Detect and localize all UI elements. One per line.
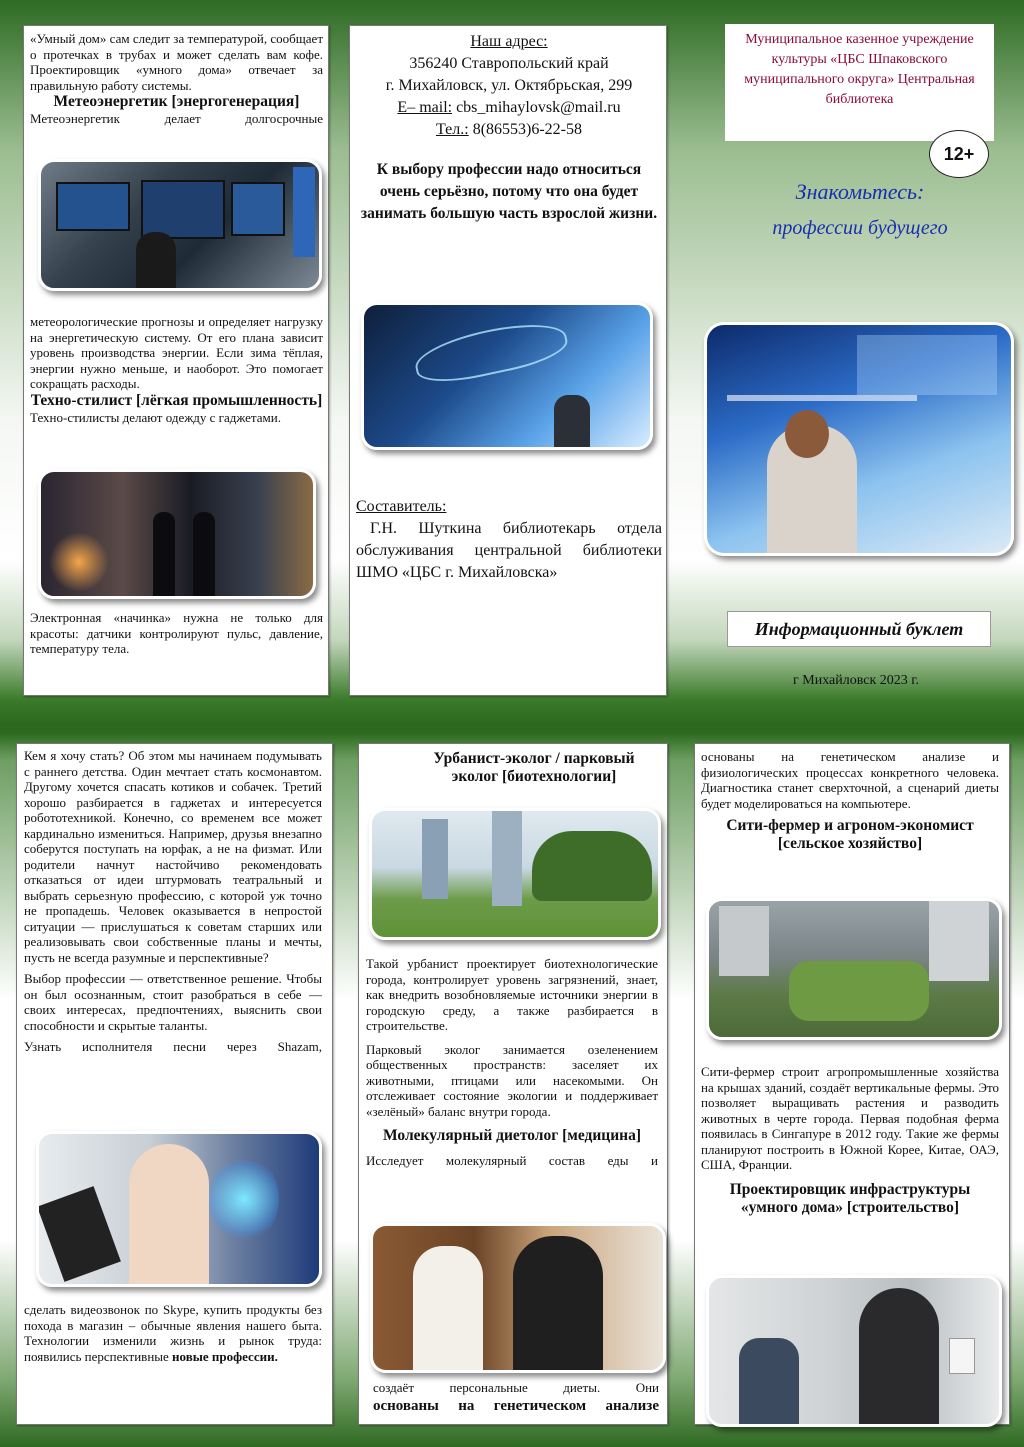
diet-text-c: основаны на генетическом анализе (373, 1397, 659, 1414)
diet-continued-text: основаны на генетическом анализе и физиологических процессах конкретного человека. Диагностика станет сверхточной, а сценарий диеты будет моделироваться на компьютере. (701, 749, 999, 811)
age-rating-badge: 12+ (929, 130, 989, 178)
shazam-text: Узнать исполнителя песни через Shazam, (24, 1039, 322, 1054)
meteo-heading: Метеоэнергетик [энергогенерация] (53, 93, 300, 110)
email-link[interactable]: cbs_mihaylovsk@mail.ru (456, 99, 621, 116)
meteo-control-room-image (38, 159, 322, 291)
smart-home-heading: Проектировщик инфраструктуры «умного дома» [строительство] (729, 1180, 971, 1216)
diet-text-a: Исследует молекулярный состав еды и (366, 1153, 658, 1168)
skype-paragraph: сделать видеозвонок по Skype, купить продукты без похода в магазин – обычные явления нашего быта. Технологии изменили жизнь и рынок труда: появились перспективные новые профессии. (24, 1302, 322, 1364)
p2-col2-panel (358, 743, 668, 1425)
phone-row: Тел.: 8(86553)6-22-58 (435, 121, 582, 138)
techno-text-b: Электронная «начинка» нужна не только для красоты: датчики контролируют пульс, давление, температуру тела. (30, 610, 323, 656)
dietologist-consultation-image (370, 1223, 666, 1373)
rooftop-farm-image (706, 898, 1002, 1040)
techno-heading: Техно-стилист [лёгкая промышленность] (30, 391, 323, 409)
cover-title-1: Знакомьтесь: (795, 179, 925, 204)
address-title: Наш адрес: (470, 33, 548, 50)
urban-heading: Урбанист-эколог / парковый эколог [биотехнологии] (433, 750, 635, 785)
address-line-2: г. Михайловск, ул. Октябрьская, 299 (385, 77, 633, 94)
hologram-aircraft-image (361, 302, 653, 450)
org-box (725, 24, 994, 141)
smart-home-intro: «Умный дом» сам следит за температурой, сообщает о протечках в трубах и может сделать вам кофе. Проектировщик «умного дома» отвечает за правильную работу системы. (30, 31, 323, 93)
choice-paragraph: Выбор профессии — ответственное решение. Чтобы он был осознанным, стоит разобраться в себе — своих интересах, предпочтениях, выяснить свои способности и скрытые таланты. (24, 971, 322, 1033)
p1-col2-panel (349, 25, 667, 696)
new-professions-emphasis: новые профессии. (172, 1348, 278, 1364)
smart-home-man-image (706, 1275, 1002, 1427)
woman-tablet-hologram-image (36, 1131, 322, 1287)
p2-col3-panel (694, 743, 1010, 1425)
address-line-1: 356240 Ставропольский край (409, 55, 609, 72)
city-year: г Михайловск 2023 г. (793, 673, 919, 688)
p2-col1-panel (16, 743, 333, 1425)
urban-text: Такой урбанист проектирует биотехнологические города, контролирует уровень загрязнений, знает, как внедрить возобновляемые источники энергии в городскую среду, а также разбирается в строительстве. (366, 956, 658, 1033)
career-quote: К выбору профессии надо относиться очень серьёзно, потому что она будет занимать большую часть взрослой жизни. (360, 161, 658, 222)
diet-text-b: создаёт персональные диеты. Они (373, 1380, 659, 1395)
city-farmer-text: Сити-фермер строит агропромышленные хозяйства на крышах зданий, создаёт вертикальные фермы. Это позволяет выращивать растения и разводить животных в черте города. Первая подобная ферма появилась в Сингапуре в 2012 году. Такие же фермы планируют построить в Южной Корее, Китае, ОАЭ, США, Франции. (701, 1064, 999, 1172)
city-park-image (369, 808, 661, 940)
email-row: E– mail: cbs_mihaylovsk@mail.ru (397, 99, 621, 116)
business-handshake-image (38, 469, 316, 599)
meteo-text-b: метеорологические прогнозы и определяет нагрузку на энергетическую систему. От его плана зависит уровень производства энергии. Если зима тёплая, энергии нужно меньше, и наоборот. Это помогает сокращать расходы. (30, 314, 323, 391)
booklet-label: Информационный буклет (727, 611, 991, 647)
techno-text-a: Техно-стилисты делают одежду с гаджетами. (30, 409, 281, 425)
woman-hologram-interface-image (704, 322, 1014, 556)
meteo-text-a: Метеоэнергетик делает долгосрочные (30, 111, 323, 126)
compiler-text: Г.Н. Шуткина библиотекарь отдела обслуживания центральной библиотеки ШМО «ЦБС г. Михайловска» (356, 520, 662, 581)
park-text: Парковый эколог занимается озеленением общественных пространств: заселяет их животными, птицами или насекомыми. Он отслеживает состояние экологии и поддерживает «зелёный» баланс внутри города. (366, 1041, 658, 1119)
intro-paragraph: Кем я хочу стать? Об этом мы начинаем подумывать с раннего детства. Один мечтает стать космонавтом. Другому хочется спасать котиков и собачек. Третий хорошо разбирается в гаджетах и интересуется робототехникой. Конечно, со временем все может кардинально измениться. Например, друзья внезапно соберутся поступать на юрфак, а не на физмат. Или родители начнут настойчиво рекомендовать отказаться от идеи штурмовать театральный и выбрать серьезную профессию, с которой уж точно не пропадешь. Человек оказывается в непростой ситуации — прислушаться к советам старших или реализовывать свои собственные планы и мечты, пусть не всегда разумные и перспективные? (24, 748, 322, 965)
diet-heading: Молекулярный диетолог [медицина] (383, 1127, 641, 1144)
city-farmer-heading: Сити-фермер и агроном-экономист [сельское хозяйство] (726, 817, 974, 852)
cover-title-2: профессии будущего (772, 217, 948, 239)
compiler-label: Составитель: (356, 498, 447, 515)
org-name: Муниципальное казенное учреждение культуры «ЦБС Шпаковского муниципального округа» Центральная библиотека (744, 32, 975, 107)
p1-col1-panel (23, 25, 329, 696)
